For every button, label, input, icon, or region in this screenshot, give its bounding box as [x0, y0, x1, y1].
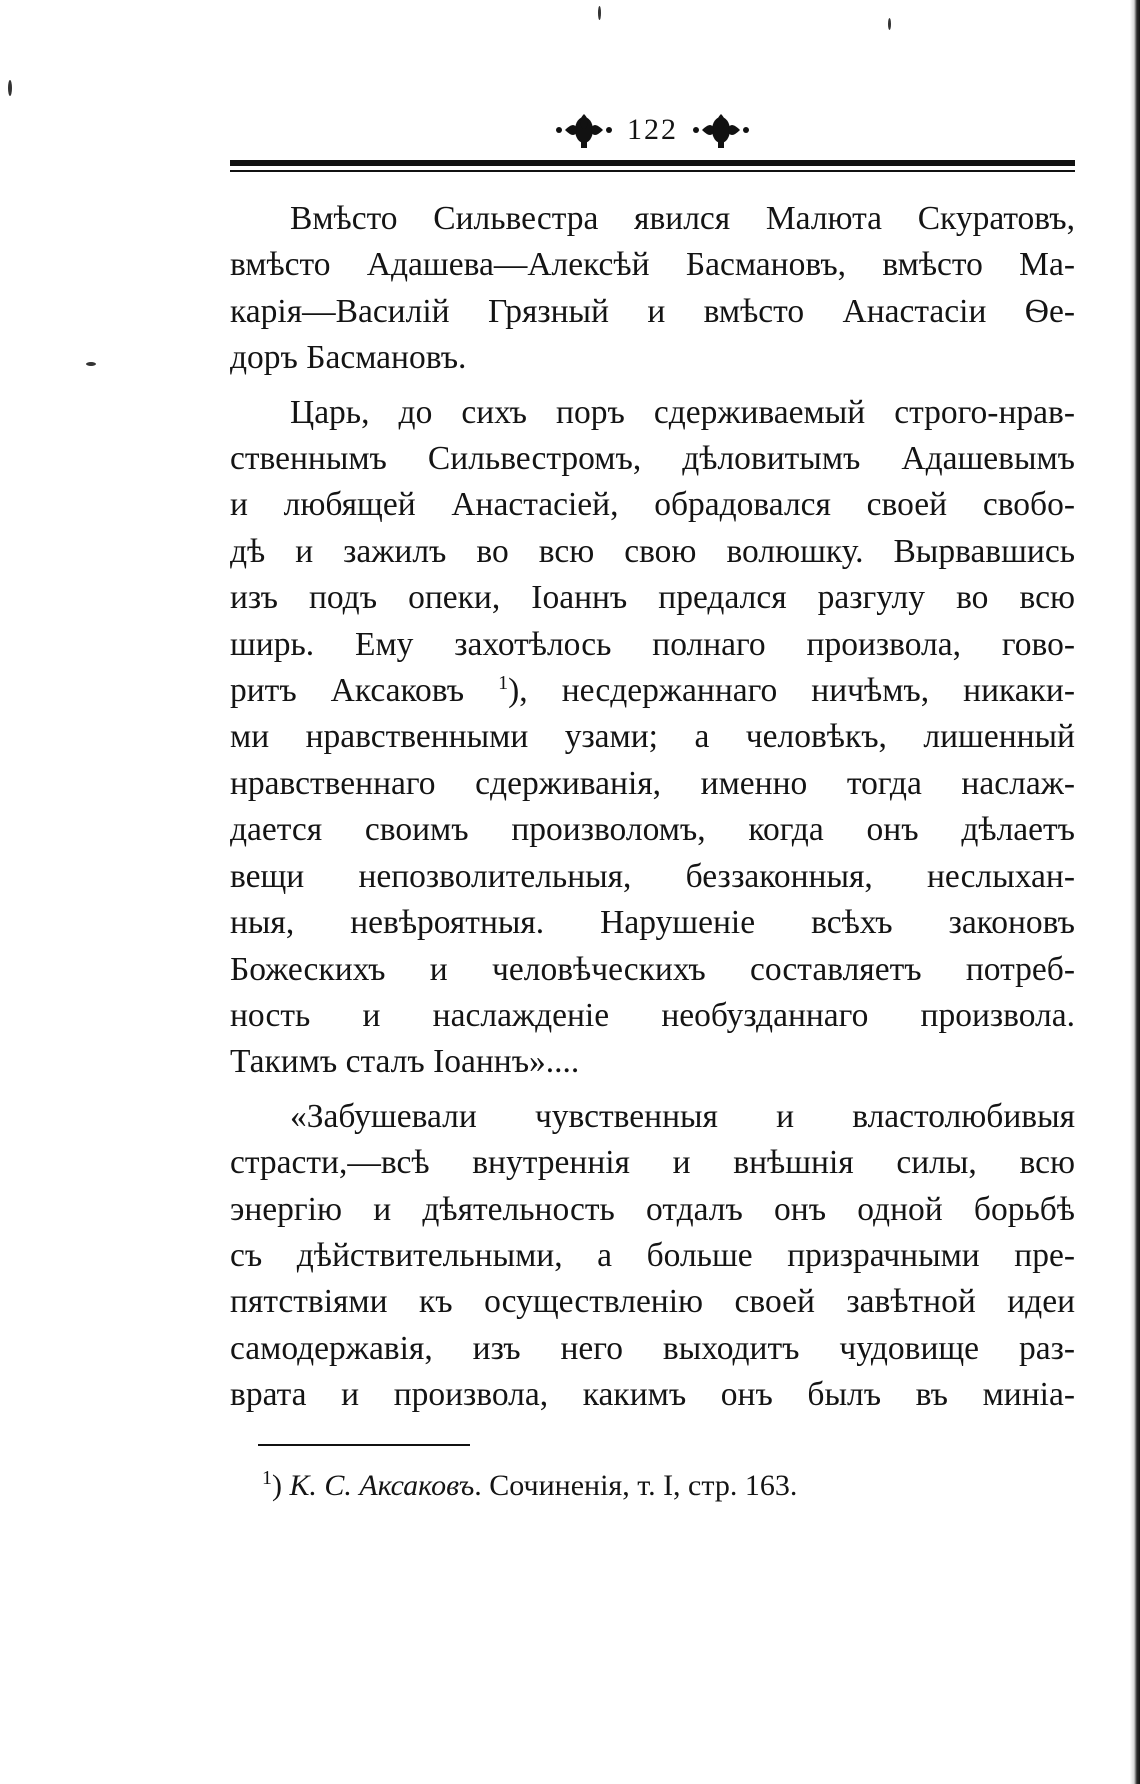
text-line: энергію и дѣятельность отдалъ онъ одной борьбѣ [230, 1190, 1075, 1228]
text-line: пятствіями къ осуществленію своей завѣтной идеи [230, 1283, 1075, 1321]
header-rule-thin [230, 170, 1075, 172]
text-segment: ритъ Аксаковъ [230, 672, 465, 710]
text-line: ственнымъ Сильвестромъ, дѣловитымъ Адашевымъ [230, 440, 1075, 478]
text-line: доръ Басмановъ. [230, 339, 467, 377]
text-line: Такимъ сталъ Іоаннъ».... [230, 1043, 580, 1081]
text-line: ныя, невѣроятныя. Нарушеніе всѣхъ законовъ [230, 904, 1075, 942]
text-segment: ), несдержаннаго ничѣмъ, никаки- [508, 672, 1075, 710]
text-line: врата и произвола, какимъ онъ былъ въ миніа- [230, 1376, 1075, 1414]
body-text [230, 196, 1075, 1419]
fleuron-left-icon [555, 110, 613, 150]
text-line: самодержавія, изъ него выходитъ чудовище раз- [230, 1329, 1075, 1367]
text-line: Царь, до сихъ поръ сдерживаемый строго-нрав- [290, 393, 1075, 431]
text-line: изъ подъ опеки, Іоаннъ предался разгулу во всю [230, 579, 1075, 617]
text-line: дается своимъ произволомъ, когда онъ дѣлаетъ [230, 811, 1075, 849]
scan-speck [888, 18, 891, 30]
text-line: «Забушевали чувственныя и властолюбивыя [290, 1097, 1075, 1135]
footnote: $^1$) К. С. Аксаковъ. Сочиненія, т. I, стр. 163. [262, 1467, 798, 1502]
text-line: вмѣсто Адашева—Алексѣй Басмановъ, вмѣсто Ма- [230, 246, 1075, 284]
text-line: карія—Василій Грязный и вмѣсто Анастасіи Ѳе- [230, 292, 1075, 330]
text-line: дѣ и зажилъ во всю свою волюшку. Вырвавшись [230, 532, 1075, 570]
header-rule-thick [230, 160, 1075, 166]
text-line: и любящей Анастасіей, обрадовался своей свобо- [230, 486, 1075, 524]
text-line-with-ref [230, 668, 1075, 714]
header-center [230, 104, 1075, 156]
text-line: нравственнаго сдерживанія, именно тогда наслаж- [230, 764, 1075, 802]
text-line: Вмѣсто Сильвестра явился Малюта Скуратовъ, [290, 200, 1075, 237]
text-line: ность и наслажденіе необузданнаго произвола. [230, 996, 1075, 1034]
text-line: съ дѣйствительными, а больше призрачными пре- [230, 1236, 1075, 1274]
page-edge-shadow [1130, 0, 1140, 1784]
text-line: Божескихъ и человѣческихъ составляетъ потреб- [230, 950, 1075, 988]
text-line: ширь. Ему захотѣлось полнаго произвола, гово- [230, 625, 1075, 663]
footnote-marker: 1 [262, 1467, 272, 1489]
footnote-ref[interactable]: 1 [498, 671, 509, 694]
scan-speck [86, 362, 96, 366]
text-line: ми нравственными узами; а человѣкъ, лишенный [230, 718, 1075, 756]
page-number: 122 [627, 113, 678, 146]
footnote-author: К. С. Аксаковъ [289, 1469, 475, 1502]
footnote-citation: . Сочиненія, т. I, стр. 163. [474, 1469, 798, 1502]
text-line: страсти,—всѣ внутреннія и внѣшнія силы, всю [230, 1144, 1075, 1182]
footnote-rule [258, 1444, 470, 1446]
fleuron-right-icon [692, 110, 750, 150]
page-header [230, 104, 1075, 174]
paragraph [230, 196, 1075, 382]
text-line: вещи непозволительныя, беззаконныя, неслыхан- [230, 857, 1075, 895]
paragraph [230, 1094, 1075, 1419]
scan-speck [8, 80, 12, 96]
paragraph [230, 390, 1075, 1086]
scan-speck [598, 6, 601, 20]
